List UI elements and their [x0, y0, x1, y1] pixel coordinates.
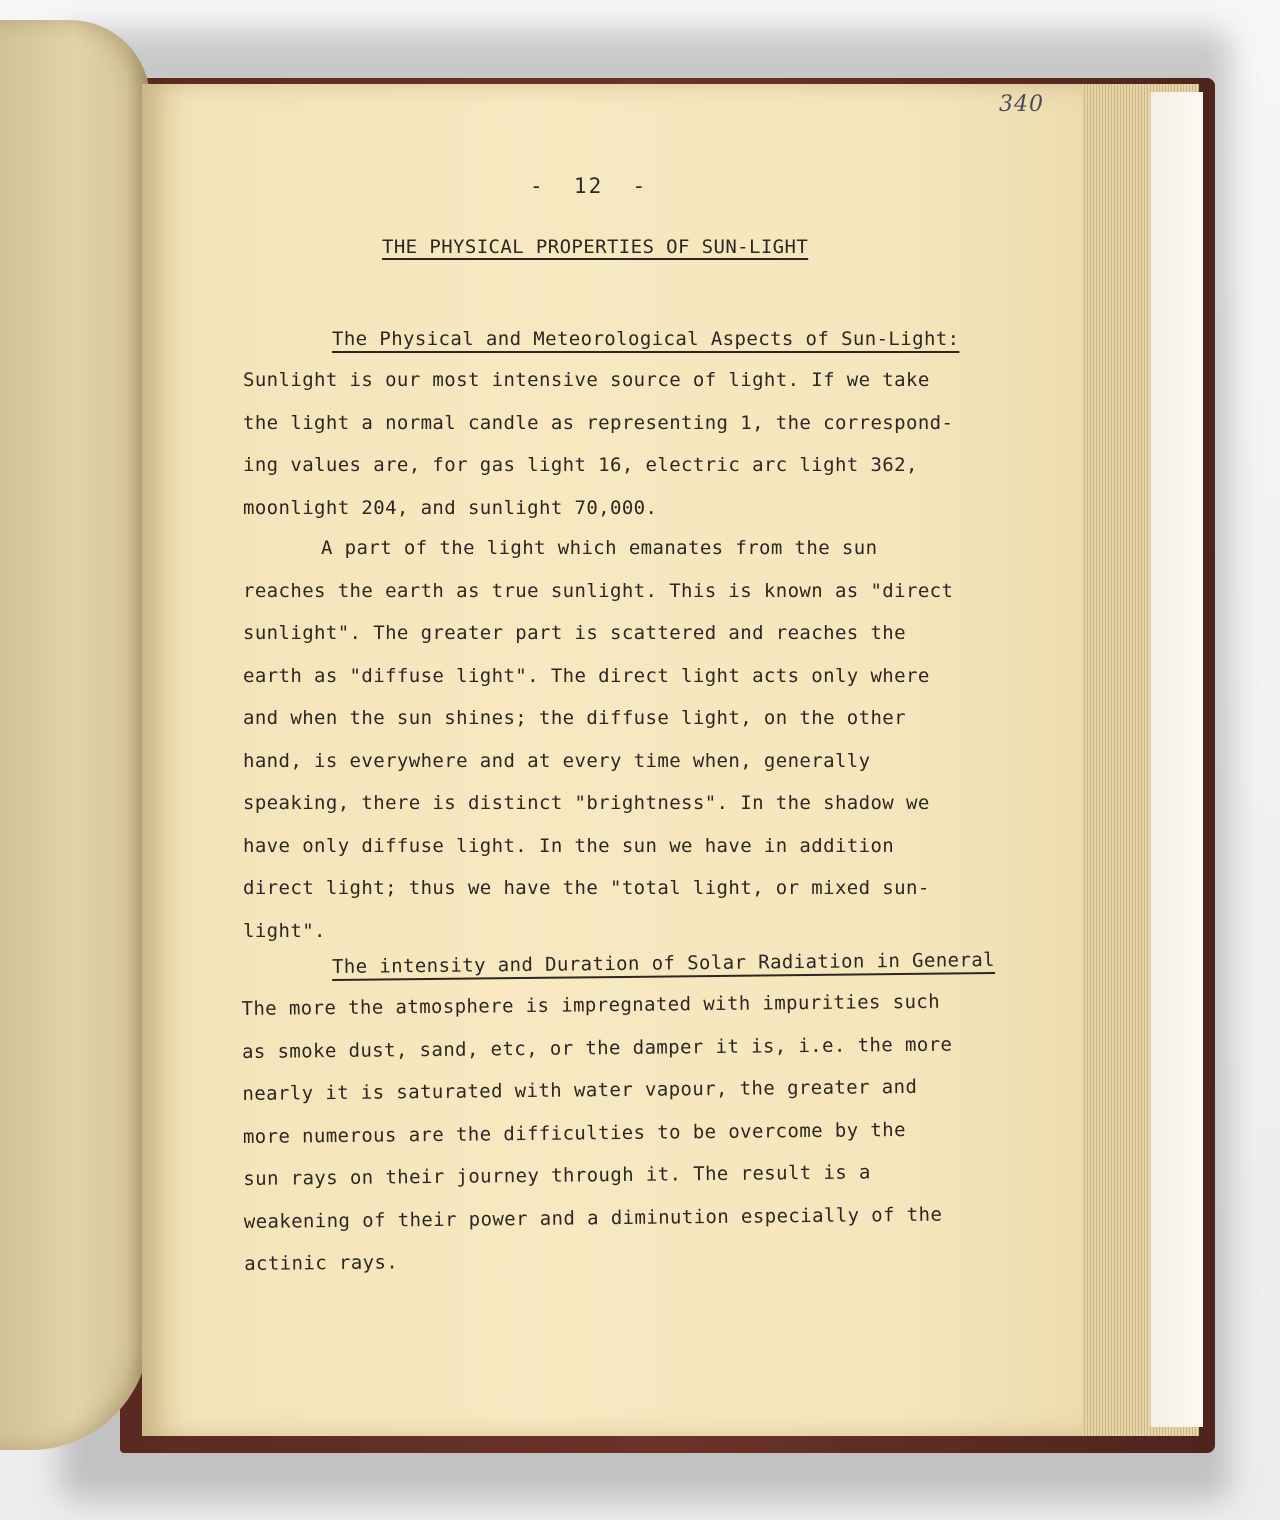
typed-page	[142, 84, 1082, 1436]
text-line: nearly it is saturated with water vapour, the greater and	[242, 1075, 918, 1106]
text-line: as smoke dust, sand, etc, or the damper it is, i.e. the more	[241, 1033, 953, 1063]
text-line: actinic rays.	[244, 1251, 399, 1275]
paragraph-sunlight-intensity	[243, 369, 953, 539]
text-line: sunlight". The greater part is scattered and reaches the	[243, 622, 906, 644]
page-title: THE PHYSICAL PROPERTIES OF SUN-LIGHT	[382, 236, 809, 258]
text-line: more numerous are the difficulties to be overcome by the	[242, 1118, 906, 1148]
page-number: - 12 -	[530, 174, 648, 198]
endpaper-edge	[1150, 92, 1203, 1427]
text-line: light".	[243, 919, 326, 942]
text-line: and when the sun shines; the diffuse light, on the other	[243, 707, 906, 729]
text-line: earth as "diffuse light". The direct light acts only where	[243, 664, 930, 687]
text-line: direct light; thus we have the "total light, or mixed sun-	[243, 877, 930, 899]
paragraph-direct-diffuse-light	[243, 537, 953, 962]
text-line: A part of the light which emanates from the sun	[321, 537, 878, 559]
text-line: have only diffuse light. In the sun we have in addition	[243, 834, 895, 857]
text-line: weakening of their power and a diminution especially of the	[243, 1203, 943, 1233]
section-heading-solar-radiation: The intensity and Duration of Solar Radiation in General	[331, 949, 996, 978]
handwritten-folio-number: 340	[999, 92, 1044, 117]
text-line: ing values are, for gas light 16, electric arc light 362,	[243, 454, 918, 476]
facing-page-curl	[0, 20, 150, 1450]
section-heading-physical-aspects: The Physical and Meteorological Aspects of Sun-Light:	[332, 328, 960, 350]
text-line: hand, is everywhere and at every time when, generally	[243, 749, 871, 772]
paragraph-atmosphere-impurities	[241, 991, 954, 1296]
text-line: reaches the earth as true sunlight. This is known as "direct	[243, 579, 954, 602]
text-line: the light a normal candle as representing 1, the correspond-	[243, 411, 954, 434]
text-line: moonlight 204, and sunlight 70,000.	[243, 496, 658, 519]
text-line: The more the atmosphere is impregnated with impurities such	[241, 990, 941, 1021]
text-line: sun rays on their journey through it. The result is a	[243, 1161, 871, 1190]
text-line: Sunlight is our most intensive source of light. If we take	[243, 369, 930, 391]
text-line: speaking, there is distinct "brightness". In the shadow we	[243, 792, 930, 814]
